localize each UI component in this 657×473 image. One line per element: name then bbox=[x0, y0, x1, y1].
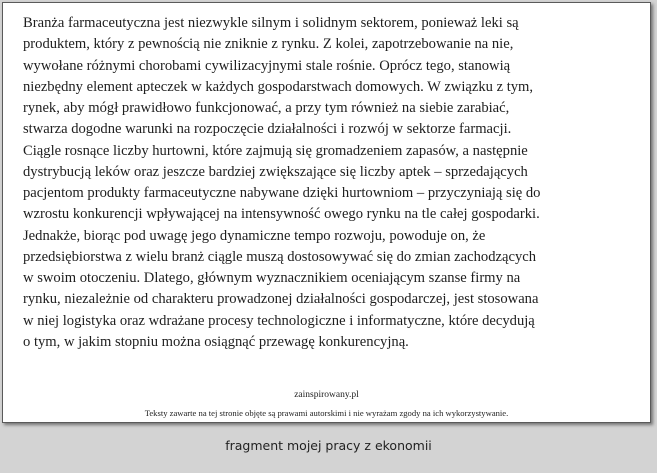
text-line: stwarza dogodne warunki na rozpoczęcie działalności i rozwój w sektorze farmacji. bbox=[23, 121, 512, 138]
site-name: zainspirowany.pl bbox=[294, 390, 359, 400]
text-line: dystrybucją leków oraz jeszcze bardziej zwiększające się liczby aptek – sprzedających bbox=[23, 163, 528, 180]
text-line: przedsiębiorstwa z wielu branż ciągle muszą dostosowywać się do zmian zachodzących bbox=[23, 248, 537, 265]
text-line: wywołane różnymi chorobami cywilizacyjnymi stale rośnie. Oprócz tego, stanowią bbox=[23, 57, 511, 74]
text-card bbox=[2, 2, 651, 423]
text-line: rynek, aby mógł prawidłowo funkcjonować, a przy tym również na siebie zarabiać, bbox=[23, 100, 510, 116]
text-line: rynku, niezależnie od charakteru prowadzonej działalności gospodarczej, jest stosowana bbox=[23, 291, 539, 308]
text-line: w niej logistyka oraz wdrażane procesy technologiczne i informatyczne, które decydują bbox=[23, 312, 535, 329]
text-line: w swoim otoczeniu. Dlatego, głównym wyznacznikiem oceniającym szanse firmy na bbox=[23, 270, 521, 286]
text-line: niezbędny element apteczek w każdych gospodarstwach domowych. W związku z tym, bbox=[23, 78, 534, 95]
body-paragraph bbox=[23, 13, 635, 353]
copyright-footer bbox=[3, 389, 650, 419]
text-line: Ciągle rosnące liczby hurtowni, które zajmują się gromadzeniem zapasów, a następnie bbox=[23, 142, 528, 159]
text-line: o tym, w jakim stopniu można osiągnąć przewagę konkurencyjną. bbox=[23, 333, 409, 350]
text-line: Branża farmaceutyczna jest niezwykle silnym i solidnym sektorem, ponieważ leki są bbox=[23, 15, 519, 31]
image-caption: fragment mojej pracy z ekonomii bbox=[225, 438, 432, 453]
text-line: pacjentom produkty farmaceutyczne nabywane dzięki hurtowniom – przyczyniają się do bbox=[23, 185, 541, 201]
text-line: produktem, który z pewnością nie zniknie z rynku. Z kolei, zapotrzebowanie na nie, bbox=[23, 36, 514, 53]
text-line: wzrostu konkurencji wpływającej na intensywność owego rynku na tle całej gospodarki. bbox=[23, 206, 540, 223]
copyright-notice: Teksty zawarte na tej stronie objęte są prawami autorskimi i nie wyrażam zgody na ich wykorzystywanie. bbox=[144, 408, 509, 418]
text-line: Jednakże, biorąc pod uwagę jego dynamiczne tempo rozwoju, powoduje on, że bbox=[23, 227, 486, 244]
